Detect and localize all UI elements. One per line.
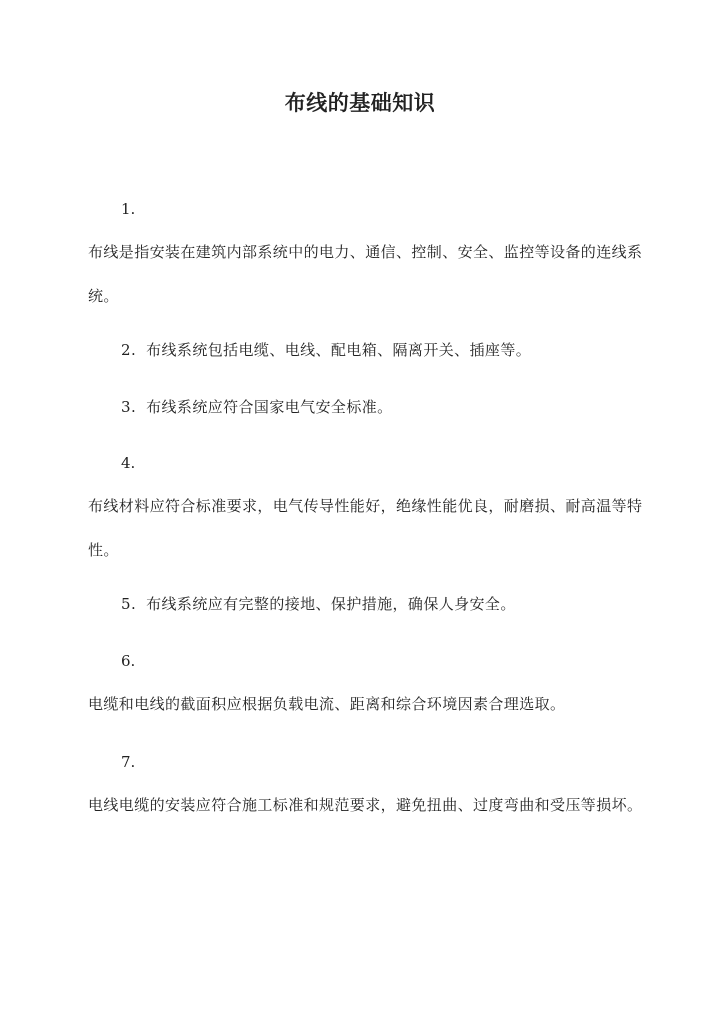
item-text-5: 布线系统应有完整的接地、保护措施，确保人身安全。 — [146, 595, 516, 613]
item-text-1: 布线是指安装在建筑内部系统中的电力、通信、控制、安全、监控等设备的连线系统。 — [88, 243, 643, 305]
item-number-2: 2. — [121, 341, 137, 359]
item-5 — [121, 593, 516, 615]
document-title: 布线的基础知识 — [284, 90, 436, 115]
item-text-7: 电线电缆的安装应符合施工标准和规范要求，避免扭曲、过度弯曲和受压等损坏。 — [88, 796, 643, 814]
item-text-2: 布线系统包括电缆、电线、配电箱、隔离开关、插座等。 — [146, 341, 532, 359]
item-number-5: 5. — [121, 595, 137, 613]
item-2 — [121, 339, 531, 361]
item-text-6: 电缆和电线的截面积应根据负载电流、距离和综合环境因素合理选取。 — [88, 695, 566, 713]
item-number-6: 6. — [121, 652, 136, 670]
item-number-4: 4. — [121, 454, 136, 472]
item-3 — [121, 396, 393, 418]
item-number-7: 7. — [121, 753, 136, 771]
item-text-4: 布线材料应符合标准要求，电气传导性能好，绝缘性能优良，耐磨损、耐高温等特性。 — [88, 497, 643, 559]
item-number-3: 3. — [121, 398, 137, 416]
item-number-1: 1. — [121, 200, 136, 218]
item-text-3: 布线系统应符合国家电气安全标准。 — [146, 398, 393, 416]
